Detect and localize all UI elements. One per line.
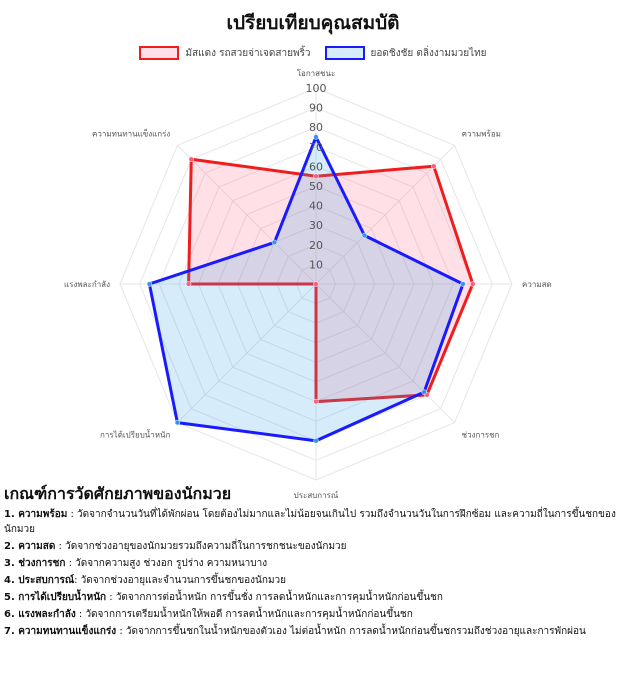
criteria-section [4,486,620,641]
criteria-item-name: 2. ความสด [4,541,56,552]
legend-item-series-2[interactable] [325,46,487,61]
series-2-point [175,420,180,425]
criteria-item-desc: : วัดจากการต่อน้ำหนัก การขึ้นชั่ง การลดน้ำหนักและการคุมน้ำหนักก่อนขึ้นชก [106,592,443,603]
criteria-item-desc: : วัดจากความสูง ช่วงอก รูปร่าง ความหนาบาง [65,558,268,569]
criteria-item-name: 1. ความพร้อม [4,509,68,520]
tick-label: 20 [309,238,323,252]
legend-swatch-series-2 [325,46,365,60]
tick-label: 70 [309,140,323,154]
criteria-item-desc: : วัดจากช่วงอายุและจำนวนการขึ้นชกของนักมวย [74,575,287,586]
series-1-point [431,164,436,169]
axis-label: ช่วงการชก [461,430,500,440]
axis-label: ความพร้อม [461,129,501,139]
axis-label: โอกาสชนะ [296,69,336,78]
criteria-item [4,590,620,605]
tick-label: 10 [309,258,323,272]
criteria-item [4,507,620,537]
tick-label: 60 [309,160,323,174]
criteria-heading: เกณฑ์การวัดศักยภาพของนักมวย [4,484,232,503]
series-2-point [314,438,319,443]
axis-label: ความทนทานแข็งแกร่ง [92,129,171,139]
legend-label-series-2: ยอดชิงชัย ตลิ่งงามมวยไทย [370,47,487,59]
tick-label: 90 [309,101,323,115]
criteria-list [4,507,620,639]
tick-label: 100 [305,82,327,95]
criteria-item-name: 5. การได้เปรียบน้ำหนัก [4,592,107,603]
series-1-point [314,399,319,404]
series-2-point [147,282,152,287]
tick-label: 80 [309,121,323,135]
series-2-point [422,390,427,395]
criteria-item-name: 6. แรงพละกำลัง [4,609,76,620]
axis-label: ความสด [522,280,552,289]
criteria-item-desc: : วัดจากการขึ้นชกในน้ำหนักของตัวเอง ไม่ต่อน้ำหนัก การลดน้ำหนักก่อนขึ้นชกรวมถึงช่วงอายุและการพักผ่อน [116,626,586,637]
series-1-point [314,174,319,179]
criteria-item-desc: : วัดจากช่วงอายุของนักมวยรวมถึงความถี่ในการชกชนะของนักมวย [55,541,347,552]
series-2-point [314,135,319,140]
series-1-point [470,282,475,287]
series-2-point [461,282,466,287]
criteria-item-desc: : วัดจากจำนวนวันที่ได้พักผ่อน โดยต้องไม่มากและไม่น้อยจนเกินไป รวมถึงจำนวนวันในการฝึกซ้อม และความถี่ในการขึ้นชกของนักมวย [4,509,616,535]
criteria-item-name: 3. ช่วงการชก [4,558,66,569]
legend-item-series-1[interactable] [139,46,310,61]
criteria-item [4,539,620,554]
criteria-item-name: 4. ประสบการณ์ [4,575,75,586]
series-1-point [186,282,191,287]
series-1-point [314,282,319,287]
chart-title: เปรียบเทียบคุณสมบัติ [226,12,400,34]
criteria-item [4,556,620,571]
criteria-item [4,573,620,588]
tick-label: 50 [309,180,323,193]
series-1-point [189,157,194,162]
criteria-item [4,607,620,622]
series-2-point [272,240,277,245]
axis-label: ประสบการณ์ [293,491,339,500]
criteria-item-name: 7. ความทนทานแข็งแกร่ง [4,626,117,637]
axis-label: การได้เปรียบน้ำหนัก [100,430,171,440]
criteria-item-desc: : วัดจากการเตรียมน้ำหนักให้พอดี การลดน้ำหนักและการคุมน้ำหนักก่อนขึ้นชก [75,609,413,620]
series-2-point [362,233,367,238]
tick-label: 30 [309,219,323,233]
criteria-item [4,624,620,639]
tick-label: 40 [309,199,323,213]
legend-label-series-1: มัสแดง รถสวยจ่าเจดสายพริ้ว [185,47,311,59]
axis-label: แรงพละกำลัง [64,280,110,289]
legend-swatch-series-1 [139,46,179,60]
